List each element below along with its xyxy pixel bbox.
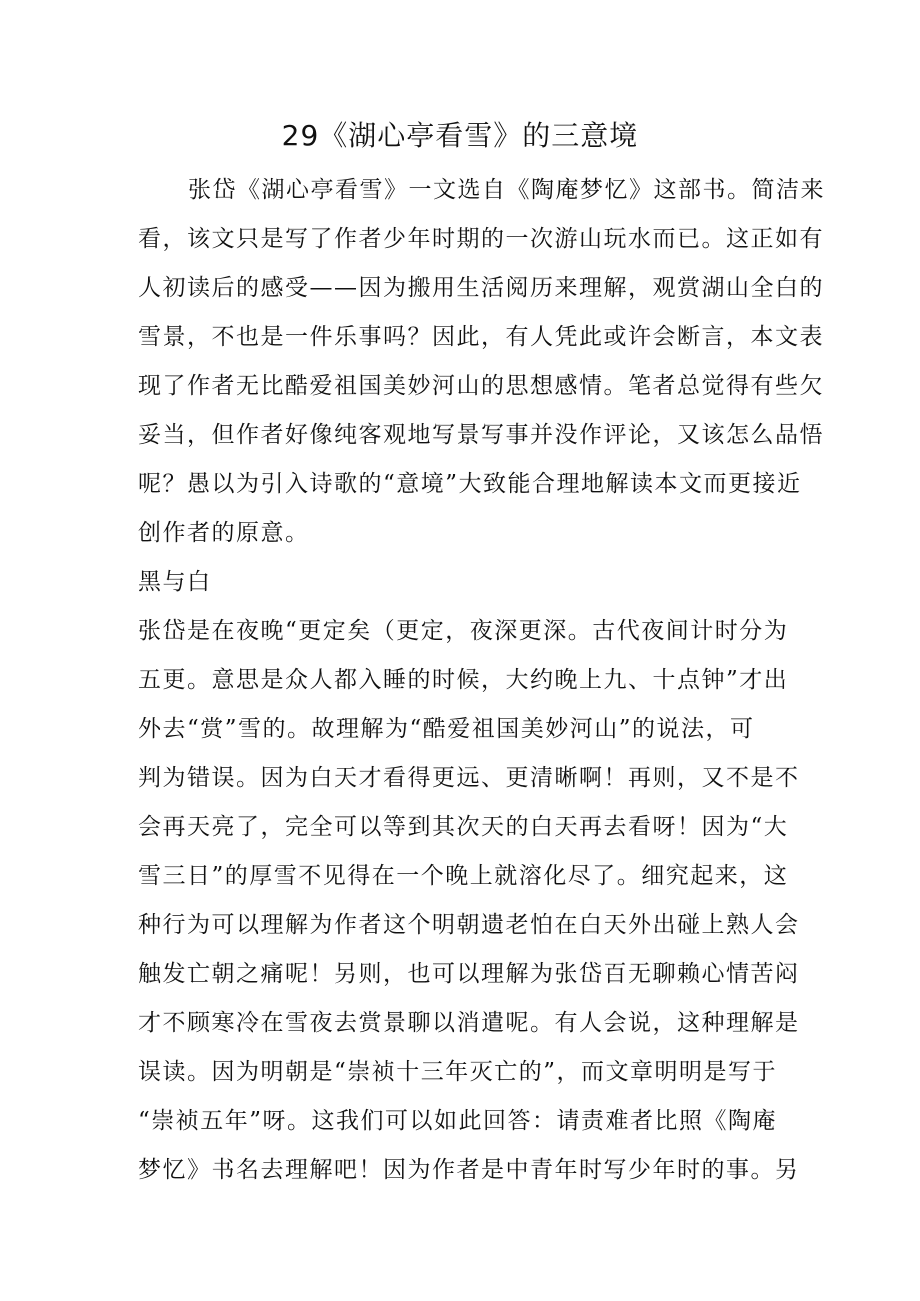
- paragraph-1-line-1: 张岱《湖心亭看雪》一文选自《陶庵梦忆》这部书。简洁来: [188, 177, 825, 203]
- paragraph-1-line-6: 妥当，但作者好像纯客观地写景写事并没作评论，又该怎么品悟: [138, 422, 824, 448]
- paragraph-2-line-10: 误读。因为明朝是“崇祯十三年灭亡的”，而文章明明是写于: [138, 1059, 778, 1085]
- paragraph-2-line-3: 外去“赏”雪的。故理解为“酷爱祖国美妙河山”的说法，可: [138, 716, 755, 742]
- document-body: [138, 166, 825, 1195]
- document-title: 29《湖心亭看雪》的三意境: [281, 119, 639, 152]
- paragraph-1-line-3: 人初读后的感受——因为搬用生活阅历来理解，观赏湖山全白的: [138, 275, 824, 301]
- paragraph-2-line-12: 梦忆》书名去理解吧！因为作者是中青年时写少年时的事。另: [138, 1157, 800, 1183]
- paragraph-2-line-2: 五更。意思是众人都入睡的时候，大约晚上九、十点钟”才出: [138, 667, 789, 693]
- paragraph-2-line-8: 触发亡朝之痛呢！另则，也可以理解为张岱百无聊赖心情苦闷: [138, 961, 800, 987]
- paragraph-2-line-6: 雪三日”的厚雪不见得在一个晚上就溶化尽了。细究起来，这: [138, 863, 789, 889]
- section-heading: 黑与白: [138, 569, 212, 595]
- paragraph-2-line-11: “崇祯五年”呀。这我们可以如此回答：请责难者比照《陶庵: [138, 1108, 778, 1134]
- paragraph-1-line-8: 创作者的原意。: [138, 520, 310, 546]
- paragraph-1-line-7: 呢？愚以为引入诗歌的“意境”大致能合理地解读本文而更接近: [138, 471, 802, 497]
- paragraph-2-line-7: 种行为可以理解为作者这个明朝遗老怕在白天外出碰上熟人会: [138, 912, 800, 938]
- paragraph-1-line-2: 看，该文只是写了作者少年时期的一次游山玩水而已。这正如有: [138, 226, 824, 252]
- paragraph-2-line-5: 会再天亮了，完全可以等到其次天的白天再去看呀！因为“大: [138, 814, 789, 840]
- paragraph-2-line-1: 张岱是在夜晚“更定矣（更定，夜深更深。古代夜间计时分为: [138, 618, 789, 644]
- paragraph-1-line-4: 雪景，不也是一件乐事吗？因此，有人凭此或许会断言，本文表: [138, 324, 824, 350]
- paragraph-2-line-9: 才不顾寒冷在雪夜去赏景聊以消遣呢。有人会说，这种理解是: [138, 1010, 800, 1036]
- paragraph-1-line-5: 现了作者无比酷爱祖国美妙河山的思想感情。笔者总觉得有些欠: [138, 373, 824, 399]
- paragraph-2-line-4: 判为错误。因为白天才看得更远、更清晰啊！再则，又不是不: [138, 765, 800, 791]
